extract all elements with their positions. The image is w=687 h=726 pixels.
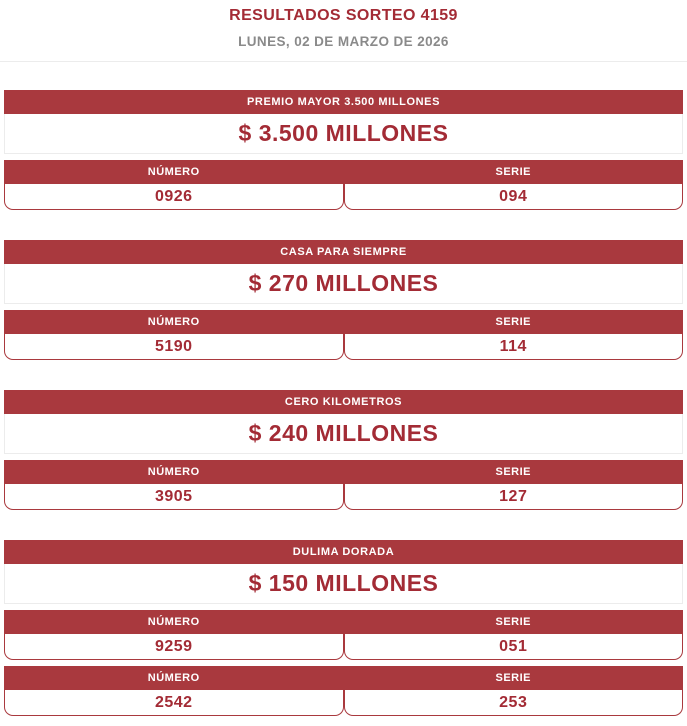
prize-banner-label: PREMIO MAYOR 3.500 MILLONES [246,96,441,108]
result-table [4,666,683,716]
result-table [4,160,683,210]
prize-banner [4,390,683,414]
serie-header: SERIE [495,316,531,328]
prize-banner-label: CERO KILOMETROS [284,396,403,408]
prize-section [4,390,683,510]
serie-header: SERIE [495,616,531,628]
result-table-values [4,634,683,660]
result-table-values [4,690,683,716]
result-table-values [4,484,683,510]
prize-amount: $ 150 MILLONES [248,570,439,596]
numero-header: NÚMERO [147,166,200,178]
result-tables [4,160,683,210]
result-table [4,460,683,510]
serie-header: SERIE [495,672,531,684]
prize-amount: $ 240 MILLONES [248,420,439,446]
prize-amount: $ 3.500 MILLONES [238,120,449,146]
serie-header: SERIE [495,166,531,178]
result-table [4,610,683,660]
numero-header: NÚMERO [147,466,200,478]
page-title: RESULTADOS SORTEO 4159 [229,7,458,24]
prize-banner-label: CASA PARA SIEMPRE [280,246,407,258]
results-header [0,0,687,50]
numero-header: NÚMERO [147,616,200,628]
prize-amount-box [4,564,683,604]
result-table-header [4,310,683,334]
draw-date: LUNES, 02 DE MARZO DE 2026 [238,34,449,49]
prize-amount-box [4,264,683,304]
prize-amount: $ 270 MILLONES [248,270,439,296]
result-tables [4,310,683,360]
serie-value: 127 [344,484,684,510]
prize-amount-box [4,414,683,454]
numero-header: NÚMERO [147,316,200,328]
result-table-header [4,666,683,690]
serie-value: 094 [344,184,684,210]
serie-value: 114 [344,334,684,360]
prize-amount-box [4,114,683,154]
prize-banner [4,240,683,264]
prize-banner [4,90,683,114]
serie-header: SERIE [495,466,531,478]
numero-header: NÚMERO [147,672,200,684]
result-table [4,310,683,360]
result-table-header [4,160,683,184]
result-table-header [4,610,683,634]
result-table-header [4,460,683,484]
result-table-values [4,184,683,210]
numero-value: 5190 [4,334,344,360]
header-divider [0,61,687,62]
result-tables [4,460,683,510]
result-table-values [4,334,683,360]
prize-section [4,240,683,360]
numero-value: 9259 [4,634,344,660]
numero-value: 3905 [4,484,344,510]
serie-value: 051 [344,634,684,660]
result-tables [4,610,683,716]
prize-section [4,90,683,210]
prize-banner-label: DULIMA DORADA [292,546,395,558]
numero-value: 0926 [4,184,344,210]
prize-sections [0,90,687,716]
numero-value: 2542 [4,690,344,716]
serie-value: 253 [344,690,684,716]
prize-section [4,540,683,716]
prize-banner [4,540,683,564]
